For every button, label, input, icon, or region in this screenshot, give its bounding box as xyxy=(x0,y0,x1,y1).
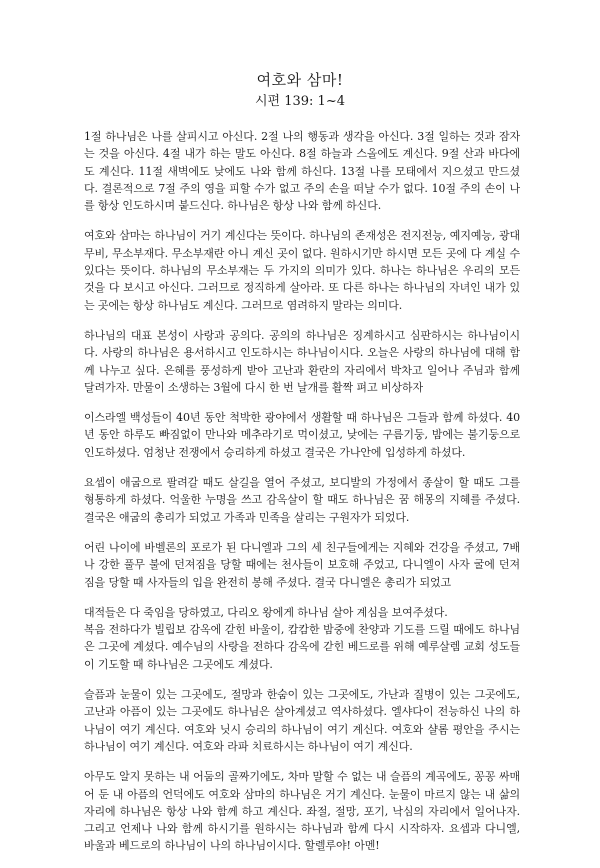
paragraph-1: 1절 하나님은 나를 살피시고 아신다. 2절 나의 행동과 생각을 아신다. 3절 일하는 것과 잠자는 것을 아신다. 4절 내가 하는 말도 아신다. 8절 하늘과 스올에도 계신다. 9절 산과 바다에도 계신다. 11절 새벽에도 낮에도 나와 함께 하신다. 13절 나를 모태에서 지으셨고 만드셨다. 결론적으로 7절 주의 영을 피할 수가 없고 주의 손을 떠날 수가 없다. 10절 주의 손이 나를 항상 인도하시며 붙드신다. 하나님은 항상 나와 함께 하신다. xyxy=(84,130,520,213)
paragraph-3: 하나님의 대표 본성이 사랑과 공의다. 공의의 하나님은 징계하시고 심판하시는 하나님이시다. 사랑의 하나님은 용서하시고 인도하시는 하나님이시다. 오늘은 사랑의 하나님에 대해 함께 나누고 싶다. 은혜를 풍성하게 받아 고난과 환란의 자리에서 박차고 일어나 주님과 함께 달려가자. 만물이 소생하는 3월에 다시 한 번 날개를 활짝 펴고 비상하자 xyxy=(84,328,520,394)
paragraph-2: 여호와 삼마는 하나님이 거기 계신다는 뜻이다. 하나님의 존재성은 전지전능, 예지예능, 광대무비, 무소부재다. 무소부재란 아니 계신 곳이 없다. 원하시기만 하시면 모든 곳에 다 계실 수 있다는 뜻이다. 하나님의 무소부재는 두 가지의 의미가 있다. 하나는 하나님은 우리의 모든 것을 다 보시고 아신다. 그러므로 정직하게 살아라. 또 다른 하나는 하나님의 자녀인 내가 있는 곳에는 항상 하나님도 계신다. 그러므로 염려하지 말라는 의미다. xyxy=(84,229,520,312)
paragraph-9: 슬픔과 눈물이 있는 그곳에도, 절망과 한숨이 있는 그곳에도, 가난과 질병이 있는 그곳에도, 고난과 아픔이 있는 그곳에도 하나님은 살아계셨고 역사하셨다. 엘샤다이 전능하신 나의 하나님이 여기 계신다. 여호와 닛시 승리의 하나님이 여기 계신다. 여호와 샬롬 평안을 주시는 하나님이 여기 계신다. 여호와 라파 치료하시는 하나님이 여기 계신다. xyxy=(84,688,520,753)
document-body xyxy=(84,128,520,868)
paragraph-4: 이스라엘 백성들이 40년 동안 척박한 광야에서 생활할 때 하나님은 그들과 함께 하셨다. 40년 동안 하루도 빠짐없이 만나와 메추라기로 먹이셨고, 낮에는 구름기둥, 밤에는 불기둥으로 인도하셨다. 엄청난 전쟁에서 승리하게 하셨고 결국은 가나안에 입성하게 하셨다. xyxy=(84,411,520,459)
paragraph-5: 요셉이 애굽으로 팔려갈 때도 살길을 열어 주셨고, 보디발의 가정에서 종살이 할 때도 그를 형통하게 하셨다. 억울한 누명을 쓰고 감옥살이 할 때도 하나님은 꿈 해몽의 지혜를 주셨다. 결국은 애굽의 총리가 되었고 가족과 민족을 살리는 구원자가 되었다. xyxy=(84,476,520,524)
paragraph-7: 대적들은 다 죽임을 당하였고, 다리오 왕에게 하나님 살아 계심을 보여주셨다. xyxy=(84,605,448,619)
scripture-reference: 시편 139: 1~4 xyxy=(254,94,345,109)
paragraph-6: 어린 나이에 바벨론의 포로가 된 다니엘과 그의 세 친구들에게는 지혜와 건강을 주셨고, 7배나 강한 풀무 불에 던져짐을 당할 때에는 천사들이 보호해 주었고, 다니엘이 사자 굴에 던져짐을 당할 때 사자들의 입을 완전히 봉해 주셨다. 결국 다니엘은 총리가 되었고 xyxy=(84,540,520,589)
document-title: 여호와 삼마! xyxy=(256,71,344,89)
paragraph-8: 복음 전하다가 빌립보 감옥에 갇힌 바울이, 캄캄한 밤중에 찬양과 기도를 드릴 때에도 하나님은 그곳에 계셨다. 예수님의 사랑을 전하다 감옥에 갇힌 베드로를 위해 예루살렘 교회 성도들이 기도할 때 하나님은 그곳에도 계셨다. xyxy=(84,623,520,671)
paragraph-10: 아무도 알지 못하는 내 어둠의 골짜기에도, 차마 말할 수 없는 내 슬픔의 계곡에도, 꽁꽁 싸매어 둔 내 아픔의 언덕에도 여호와 삼마의 하나님은 거기 계신다. 눈물이 마르지 않는 내 삶의 자리에 하나님은 항상 나와 함께 하고 계신다. 좌절, 절망, 포기, 낙심의 자리에서 일어나자. 그리고 언제나 나와 함께 하시기를 원하시는 하나님과 함께 다시 시작하자. 요셉과 다니엘, 바울과 베드로의 하나님이 나의 하나님이시다. 할렐루야! 아멘! xyxy=(84,770,520,853)
